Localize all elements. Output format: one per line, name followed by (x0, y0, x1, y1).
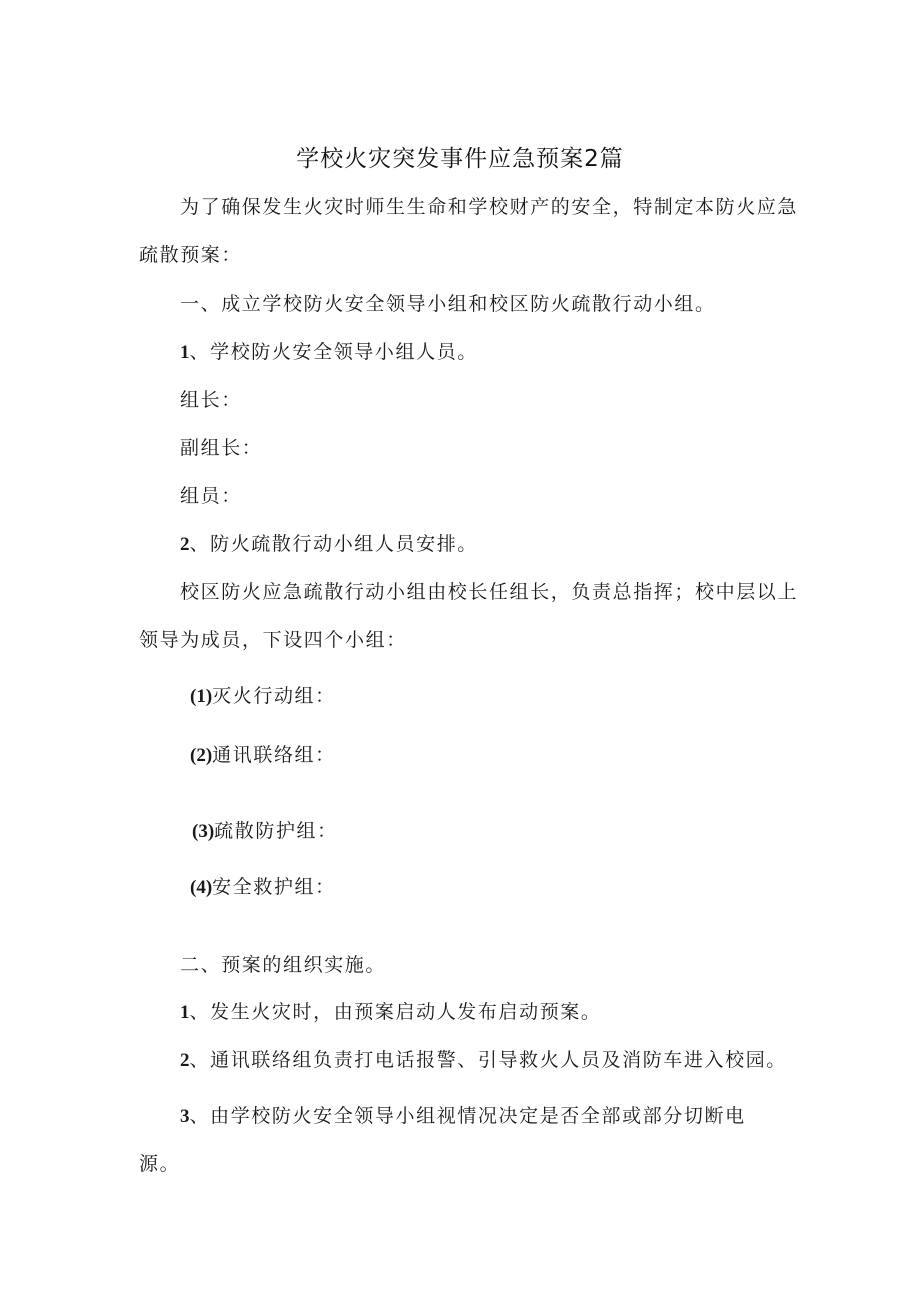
group-fire-fighting (190, 684, 336, 709)
group-text: 疏散防护组： (214, 820, 338, 842)
section-2-heading: 二、预案的组织实施。 (180, 954, 387, 976)
group-number: (4) (190, 877, 213, 898)
section-1-item-2 (180, 532, 478, 557)
item-number: 2 (180, 1050, 190, 1071)
organization-paragraph-line-1: 校区防火应急疏散行动小组由校长任组长，负责总指挥；校中层以上 (180, 581, 799, 603)
item-text: 由学校防火安全领导小组视情况决定是否全部或部分切断电 (210, 1105, 746, 1127)
intro-line-1: 为了确保发生火灾时师生生命和学校财产的安全，特制定本防火应急 (180, 196, 799, 218)
item-number: 3 (180, 1106, 190, 1127)
document-title: 学校火灾突发事件应急预案2篇 (296, 146, 624, 172)
group-number: (2) (190, 745, 213, 766)
section-2-item-2 (180, 1048, 787, 1073)
section-1-heading: 一、成立学校防火安全领导小组和校区防火疏散行动小组。 (180, 293, 716, 315)
item-text: 发生火灾时，由预案启动人发布启动预案。 (210, 1001, 602, 1023)
item-separator: 、 (189, 533, 211, 555)
item-separator: 、 (189, 341, 211, 363)
section-2-item-3 (180, 1104, 746, 1129)
deputy-leader-label: 副组长： (180, 437, 263, 459)
intro-line-2: 疏散预案： (139, 244, 243, 266)
item-text: 通讯联络组负责打电话报警、引导救火人员及消防车进入校园。 (210, 1049, 787, 1071)
item-separator: 、 (189, 1049, 211, 1071)
members-label: 组员： (180, 485, 242, 507)
group-text: 通讯联络组： (212, 744, 336, 766)
item-separator: 、 (189, 1105, 211, 1127)
item-text: 防火疏散行动小组人员安排。 (210, 533, 478, 555)
item-number: 2 (180, 534, 190, 555)
leader-label: 组长： (180, 389, 242, 411)
group-evacuation (192, 819, 338, 844)
group-text: 灭火行动组： (212, 685, 336, 707)
group-first-aid (190, 875, 336, 900)
section-2-item-3-continuation: 源。 (139, 1153, 181, 1175)
group-number: (3) (192, 821, 215, 842)
group-number: (1) (190, 686, 213, 707)
section-1-item-1 (180, 340, 478, 365)
item-number: 1 (180, 342, 190, 363)
group-text: 安全救护组： (212, 876, 336, 898)
section-2-item-1 (180, 1000, 602, 1025)
organization-paragraph-line-2: 领导为成员，下设四个小组： (139, 629, 407, 651)
group-communication (190, 743, 336, 768)
item-separator: 、 (189, 1001, 211, 1023)
item-text: 学校防火安全领导小组人员。 (210, 341, 478, 363)
item-number: 1 (180, 1002, 190, 1023)
